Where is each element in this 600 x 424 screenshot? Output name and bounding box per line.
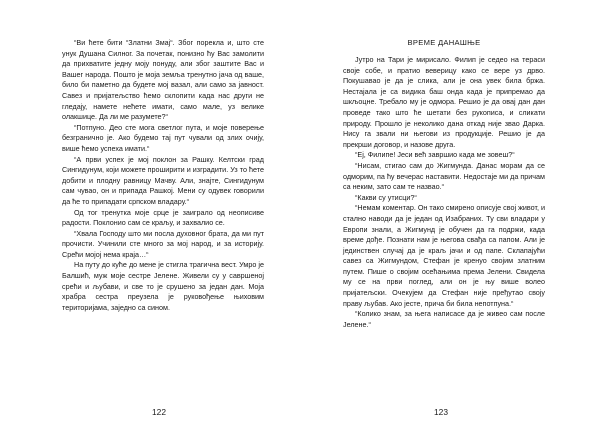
right-page-text	[343, 38, 545, 330]
paragraph: На путу до куће до мене је стигла трагична вест. Умро је Балшић, муж моје сестре Јелене. Живели су у савршеној срећи и љубави, и све то је срушено за један дан. Моја храбра сестра преузела је руковођење њиховим територијама, заједно са сином.	[62, 260, 264, 312]
chapter-title: ВРЕМЕ ДАНАШЊЕ	[407, 38, 481, 47]
left-page-text	[62, 38, 264, 313]
page-number: 122	[152, 407, 166, 417]
paragraph: “Нисам, стигао сам до Жигмунда. Данас морам да се одморим, па ћу вечерас наставити. Недостаје ми да причам са неким, зато сам те назвао.“	[343, 160, 545, 192]
paragraph: “Потпуно. Део сте мога светлог пута, и моје поверење безгранично је. Ако будемо тај пут чували од злих очију, више ћемо успеха имати.“	[62, 122, 264, 153]
paragraph: “Еј, Филипе! Јеси већ завршио када ме зовеш?“	[355, 150, 515, 160]
paragraph: “Колико знам, за њега написасе да је живео сам после Јелене.“	[343, 309, 545, 329]
paragraph: “Хвала Господу што ми посла духовног брата, да ми пут прочисти. Учинили сте много за мој народ, и за историју. Срећи мојој нема краја…“	[62, 228, 264, 259]
page-number: 123	[434, 407, 448, 417]
paragraph: “А први успех је мој поклон за Рашку. Келтски град Сингидунум, који можете проширити и изградити. Уз то ћете добити и плодну равницу Мачву. Али, знајте, Сингидунум сам чувао, он и припада Рашкој. Мени су одувек говорили да ће то припадати српском владару.“	[62, 154, 264, 206]
paragraph: “Какви су утисци?“	[355, 192, 417, 202]
paragraph: “Ви ћете бити “Златни Змај“. Због порекла и, што сте унук Душана Силног. За почетак, понизно ћу Вас замолити да прихватите једну моју понуду, али због заштите Вас и Вашег народа. Пошто је моја земља тренутно јача од ваше, било би паметно да будете мој вазал, али само за јавност. Савез и пријатељство ћемо склопити када нас други не гледају, намете нећете имати, само мале, уз велике олакшице. Да ли ме разумете?“	[62, 38, 264, 122]
paragraph: Јутро на Тари је мирисало. Филип је седео на тераси своје собе, и пратио веверицу како се вере уз дрво. Покушавао је да је слика, али је она увек била бржа. Нестајала је са видика баш онда када је припремао да шкљоцне. Требало му је одмора. Решио је да овај дан дан проведе тако што ће шетати без рукописа, и сликати природу. Прошло је неколико дана откад није звао Дарка. Нису га звали ни његови из продукције. Решио је да прекрши договор, и назове друга.	[343, 55, 545, 149]
paragraph: Од тог тренутка моје срце је заиграло од неописиве радости. Поклонио сам се краљу, и захвалио се.	[62, 207, 264, 228]
paragraph: “Немам коментар. Он тако смирено описује свој живот, и стално наводи да је један од Изабраних. Ту сви владари у Европи знали, а Жигмунд је обучен да га подржи, када време дође. Познати нам је његова свађа са папом. Али је јединствен случај да је краљ јачи и од папе. Склапајући савез са Жигмундом, Стефан је кренуо својим златним путем. Пише о својим осећањима према Јелени. Свидела му се на први поглед, али он је њу више волео пријатељски. Очекујем да Стефан није пређутао своју праву љубав. Ако јесте, прича би била непотпуна.“	[343, 203, 545, 308]
right-page	[300, 0, 600, 424]
